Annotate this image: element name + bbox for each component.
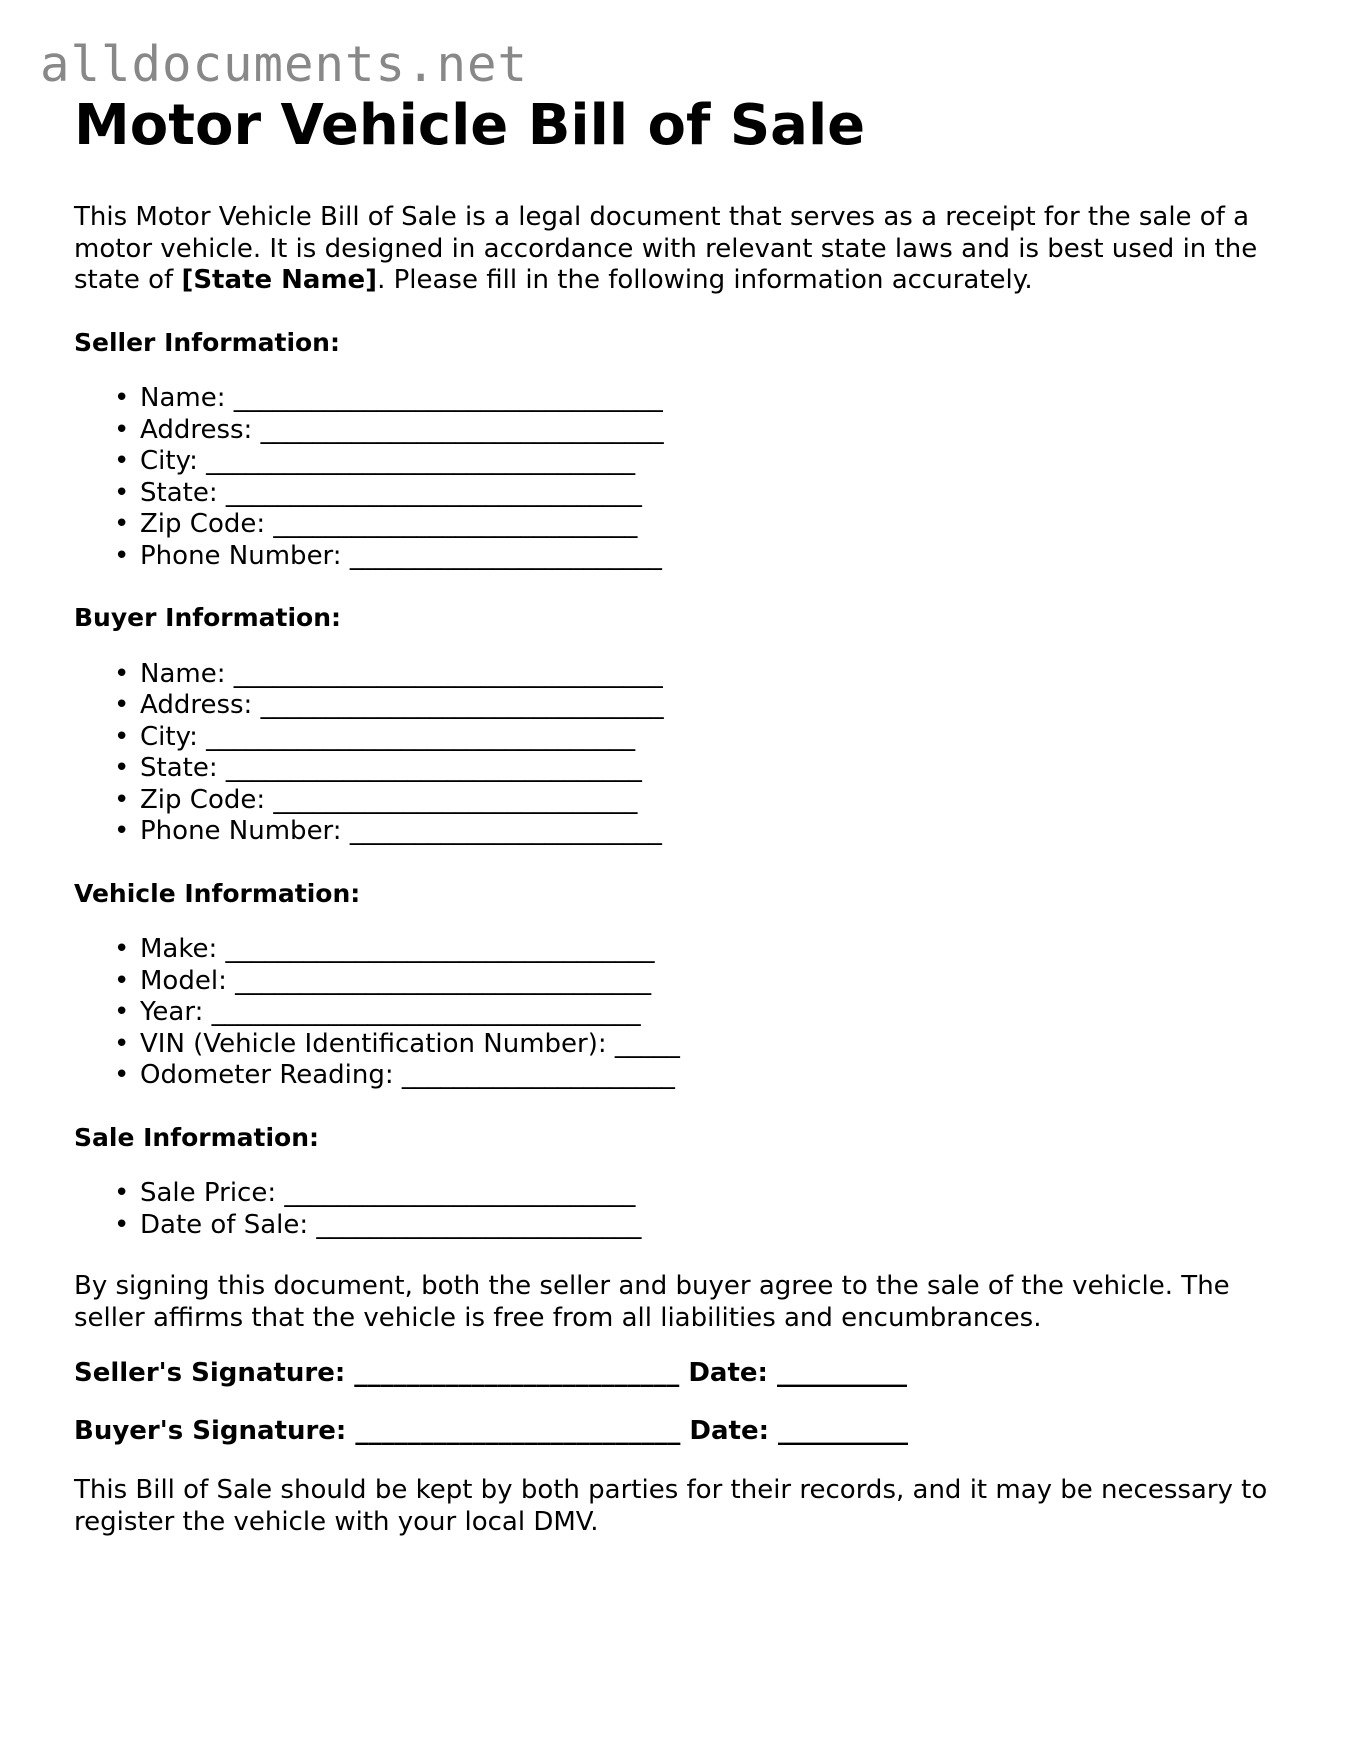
page-title: Motor Vehicle Bill of Sale <box>74 93 866 158</box>
buyer-state-field: • State: ________________________________ <box>114 753 642 784</box>
document-body <box>74 94 1294 1538</box>
seller-section-heading: Seller Information: <box>74 327 340 357</box>
bullet: • <box>114 446 130 477</box>
bullet: • <box>114 383 130 414</box>
buyer-address-field: • Address: _______________________________ <box>114 690 664 721</box>
bullet: • <box>114 690 130 721</box>
watermark: alldocuments.net <box>40 36 529 93</box>
vehicle-model-field: • Model: ________________________________ <box>114 965 652 996</box>
bullet: • <box>114 1209 130 1240</box>
state-name-placeholder: [State Name] <box>181 265 378 296</box>
bullet: • <box>114 784 130 815</box>
bullet: • <box>114 934 130 965</box>
bullet: • <box>114 1028 130 1059</box>
buyer-city-field: • City: _________________________________ <box>114 721 636 752</box>
bullet: • <box>114 477 130 508</box>
vehicle-fields-list <box>74 934 1294 1092</box>
closing-paragraph: This Bill of Sale should be kept by both parties for their records, and it may be necessary to register the vehicle with your local DMV. <box>74 1475 1268 1537</box>
buyer-fields-list <box>74 659 1294 848</box>
buyer-name-field: • Name: _________________________________ <box>114 658 663 689</box>
seller-zip-field: • Zip Code: ____________________________ <box>114 509 638 540</box>
agreement-paragraph: By signing this document, both the seller and buyer agree to the sale of the vehicle. The seller affirms that the vehicle is free from all liabilities and encumbrances. <box>74 1271 1230 1333</box>
bullet: • <box>114 997 130 1028</box>
buyer-zip-field: • Zip Code: ____________________________ <box>114 784 638 815</box>
bullet: • <box>114 509 130 540</box>
seller-name-field: • Name: _________________________________ <box>114 383 663 414</box>
intro-text-after: . Please fill in the following information accurately. <box>377 265 1033 296</box>
sale-date-field: • Date of Sale: _________________________ <box>114 1209 642 1240</box>
bullet: • <box>114 816 130 847</box>
vehicle-section-heading: Vehicle Information: <box>74 878 361 908</box>
vehicle-year-field: • Year: _________________________________ <box>114 997 641 1028</box>
intro-text-before: This Motor Vehicle Bill of Sale is a legal document that serves as a receipt for the sale of a motor vehicle. It is designed in accordance with relevant state laws and is best used in the state of <box>74 202 1258 296</box>
seller-address-field: • Address: _______________________________ <box>114 414 664 445</box>
seller-city-field: • City: _________________________________ <box>114 446 636 477</box>
buyer-signature-line: Buyer's Signature: _________________________ Date: __________ <box>74 1415 909 1446</box>
seller-state-field: • State: ________________________________ <box>114 477 642 508</box>
bullet: • <box>114 965 130 996</box>
sale-section-heading: Sale Information: <box>74 1122 319 1152</box>
seller-fields-list <box>74 383 1294 572</box>
vehicle-vin-field: • VIN (Vehicle Identification Number): _____ <box>114 1028 680 1059</box>
bullet: • <box>114 721 130 752</box>
bullet: • <box>114 540 130 571</box>
seller-phone-field: • Phone Number: ________________________ <box>114 540 662 571</box>
vehicle-odometer-field: • Odometer Reading: _____________________ <box>114 1060 675 1091</box>
seller-signature-line: Seller's Signature: _________________________ Date: __________ <box>74 1358 907 1389</box>
intro-paragraph <box>74 202 1294 297</box>
bullet: • <box>114 658 130 689</box>
buyer-phone-field: • Phone Number: ________________________ <box>114 816 662 847</box>
bullet: • <box>114 414 130 445</box>
vehicle-make-field: • Make: _________________________________ <box>114 934 655 965</box>
bullet: • <box>114 753 130 784</box>
bullet: • <box>114 1060 130 1091</box>
bullet: • <box>114 1178 130 1209</box>
sale-fields-list <box>74 1178 1294 1241</box>
sale-price-field: • Sale Price: ___________________________ <box>114 1178 636 1209</box>
buyer-section-heading: Buyer Information: <box>74 603 342 633</box>
